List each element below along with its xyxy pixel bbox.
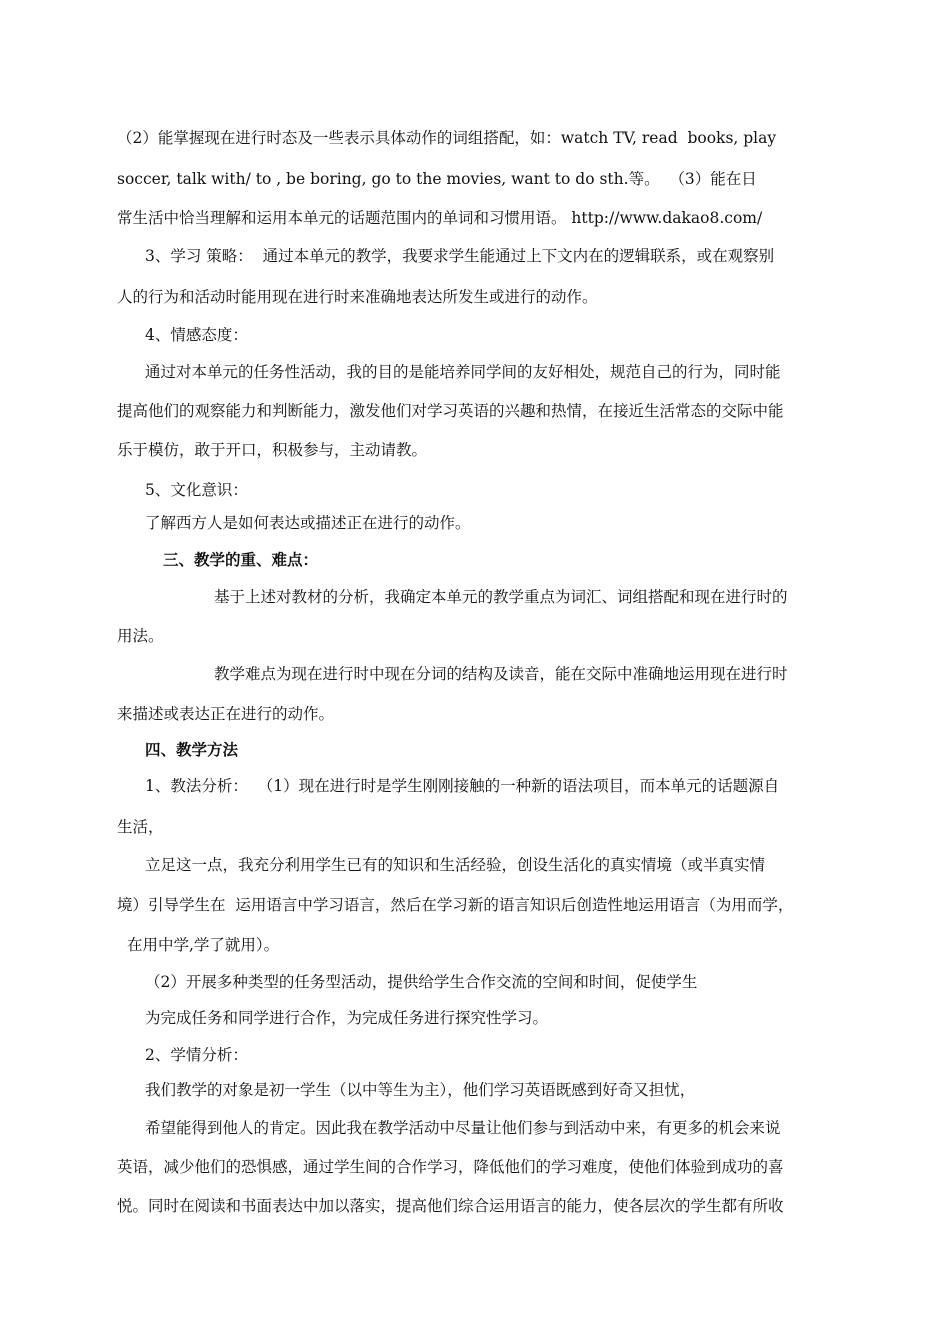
text-line: 悦。同时在阅读和书面表达中加以落实，提高他们综合运用语言的能力，使各层次的学生都有所收: [117, 1197, 784, 1215]
text-line: 生活，: [117, 818, 164, 836]
text-line: 教学难点为现在进行时中现在分词的结构及读音，能在交际中准确地运用现在进行时: [214, 665, 788, 683]
text-line: 来描述或表达正在进行的动作。: [117, 705, 335, 723]
text-line: 立足这一点，我充分利用学生已有的知识和生活经验，创设生活化的真实情境（或半真实情: [145, 856, 766, 874]
section-title: 三、教学的重、难点：: [163, 550, 319, 569]
text-line: 人的行为和活动时能用现在进行时来准确地表达所发生或进行的动作。: [117, 288, 598, 306]
text-line: （2）开展多种类型的任务型活动，提供给学生合作交流的空间和时间，促使学生: [145, 973, 698, 991]
text-line: 了解西方人是如何表达或描述正在进行的动作。: [145, 514, 471, 532]
text-line: 通过对本单元的任务性活动，我的目的是能培养同学间的友好相处，规范自己的行为，同时能: [145, 363, 781, 381]
text-line: 在用中学,学了就用）。: [127, 936, 280, 954]
text-line: soccer, talk with/ to , be boring, go to the movies, want to do sth.等。 （3）能在日: [117, 170, 757, 188]
section-heading: 5、文化意识：: [145, 481, 248, 499]
text-line: 乐于模仿，敢于开口，积极参与，主动请教。: [117, 441, 428, 459]
text-line: 基于上述对教材的分析，我确定本单元的教学重点为词汇、词组搭配和现在进行时的: [214, 588, 788, 606]
text-line: 我们教学的对象是初一学生（以中等生为主），他们学习英语既感到好奇又担忧，: [145, 1081, 696, 1099]
section-heading: 4、情感态度：: [145, 326, 248, 344]
text-line: 3、学习 策略： 通过本单元的教学，我要求学生能通过上下文内在的逻辑联系，或在观察别: [145, 247, 775, 265]
text-line: 境）引导学生在 运用语言中学习语言，然后在学习新的语言知识后创造性地运用语言（为用而学，: [117, 896, 794, 914]
section-title: 四、教学方法: [145, 740, 239, 759]
text-line: 英语，减少他们的恐惧感，通过学生间的合作学习，降低他们的学习难度，使他们体验到成功的喜: [117, 1158, 784, 1176]
text-line: 为完成任务和同学进行合作，为完成任务进行探究性学习。: [145, 1009, 549, 1027]
text-line: 1、教法分析： （1）现在进行时是学生刚刚接触的一种新的语法项目，而本单元的话题源自: [145, 777, 780, 795]
text-line: 用法。: [117, 627, 164, 645]
text-line: 希望能得到他人的肯定。因此我在教学活动中尽量让他们参与到活动中来，有更多的机会来说: [145, 1119, 781, 1137]
text-line: （2）能掌握现在进行时态及一些表示具体动作的词组搭配，如：watch TV, read books, play: [117, 129, 777, 147]
text-line: 常生活中恰当理解和运用本单元的话题范围内的单词和习惯用语。 http://www.dakao8.com/: [117, 209, 763, 227]
section-heading: 2、学情分析：: [145, 1046, 248, 1064]
text-line: 提高他们的观察能力和判断能力，激发他们对学习英语的兴趣和热情，在接近生活常态的交际中能: [117, 402, 784, 420]
